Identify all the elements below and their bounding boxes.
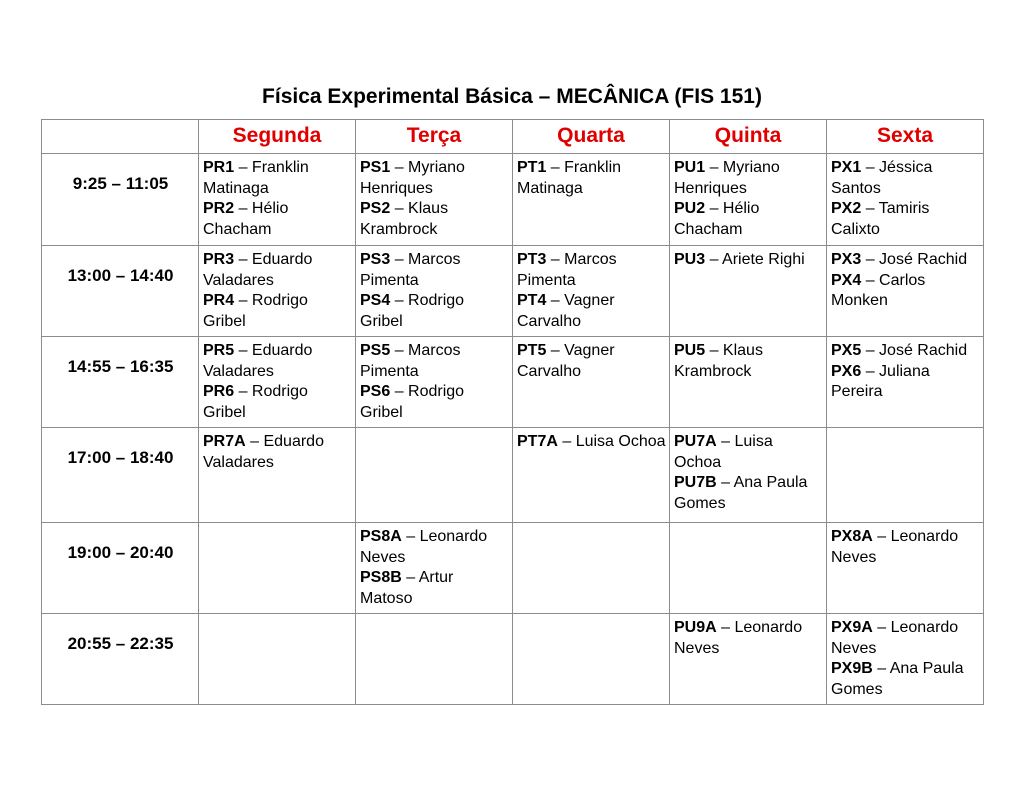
- class-entry: [203, 432, 352, 473]
- schedule-row: [42, 614, 984, 705]
- schedule-row: [42, 246, 984, 337]
- class-code: PX3: [831, 251, 862, 268]
- class-entry: [360, 250, 509, 291]
- class-code: PU9A: [674, 619, 717, 636]
- class-code: PR3: [203, 251, 235, 268]
- time-slot: 20:55 – 22:35: [42, 614, 199, 705]
- class-code: PT5: [517, 342, 547, 359]
- class-entry: [674, 473, 823, 514]
- class-entry: [831, 199, 980, 240]
- class-entry: [831, 341, 980, 362]
- class-code: PS8A: [360, 528, 402, 545]
- class-code: PU5: [674, 342, 706, 359]
- schedule-cell: [199, 428, 356, 523]
- class-code: PT3: [517, 251, 547, 268]
- schedule-row: [42, 428, 984, 523]
- class-entry: [831, 659, 980, 700]
- instructor-name: – Carlos Monken: [831, 271, 926, 310]
- class-code: PS5: [360, 342, 391, 359]
- schedule-cell: [356, 154, 513, 246]
- class-code: PX8A: [831, 528, 873, 545]
- class-code: PU2: [674, 200, 706, 218]
- class-code: PX2: [831, 200, 862, 218]
- class-code: PX4: [831, 271, 862, 289]
- instructor-name: – Leonardo Neves: [831, 528, 959, 566]
- instructor-name: – Rodrigo Gribel: [203, 292, 308, 330]
- class-code: PT1: [517, 159, 547, 176]
- instructor-name: – Hélio Chacham: [203, 200, 289, 238]
- class-entry: [831, 362, 980, 403]
- class-entry: [203, 291, 352, 332]
- class-entry: [203, 250, 352, 291]
- class-entry: [831, 618, 980, 659]
- class-code: PS6: [360, 383, 391, 401]
- corner-cell: [42, 120, 199, 154]
- schedule-row: [42, 154, 984, 246]
- class-code: PU1: [674, 159, 706, 176]
- class-entry: [674, 250, 823, 271]
- instructor-name: – Vagner Carvalho: [517, 292, 615, 330]
- class-entry: [831, 271, 980, 312]
- instructor-name: – Ana Paula Gomes: [831, 660, 964, 698]
- class-entry: [674, 618, 823, 659]
- schedule-cell: [356, 337, 513, 428]
- instructor-name: – Eduardo Valadares: [203, 342, 313, 380]
- schedule-cell: [199, 523, 356, 614]
- class-entry: [360, 199, 509, 240]
- class-entry: [517, 341, 666, 382]
- instructor-name: – Franklin Matinaga: [203, 159, 309, 197]
- instructor-name: – Klaus Krambrock: [360, 200, 449, 238]
- schedule-row: [42, 523, 984, 614]
- schedule-cell: [827, 337, 984, 428]
- class-entry: [360, 568, 509, 609]
- instructor-name: – Rodrigo Gribel: [203, 383, 308, 421]
- schedule-cell: [199, 337, 356, 428]
- schedule-cell: [356, 614, 513, 705]
- instructor-name: – Eduardo Valadares: [203, 251, 313, 289]
- instructor-name: – Klaus Krambrock: [674, 342, 763, 380]
- instructor-name: – Marcos Pimenta: [360, 251, 461, 289]
- time-slot: 13:00 – 14:40: [42, 246, 199, 337]
- schedule-cell: [670, 154, 827, 246]
- header-row: [42, 120, 984, 154]
- schedule-cell: [670, 523, 827, 614]
- time-slot: 19:00 – 20:40: [42, 523, 199, 614]
- day-header: Terça: [356, 120, 513, 154]
- class-entry: [674, 199, 823, 240]
- class-entry: [831, 158, 980, 199]
- class-code: PS1: [360, 159, 391, 176]
- instructor-name: – Myriano Henriques: [674, 159, 780, 197]
- instructor-name: – Leonardo Neves: [831, 619, 959, 657]
- instructor-name: – Ana Paula Gomes: [674, 474, 808, 512]
- class-entry: [360, 527, 509, 568]
- instructor-name: – Jéssica Santos: [831, 159, 933, 197]
- class-entry: [831, 527, 980, 568]
- instructor-name: – Myriano Henriques: [360, 159, 465, 197]
- class-code: PR1: [203, 159, 235, 176]
- instructor-name: – Tamiris Calixto: [831, 200, 930, 238]
- class-entry: [517, 432, 666, 453]
- class-code: PS2: [360, 200, 391, 218]
- class-entry: [517, 250, 666, 291]
- schedule-cell: [827, 246, 984, 337]
- schedule-cell: [827, 523, 984, 614]
- schedule-cell: [356, 246, 513, 337]
- schedule-cell: [827, 614, 984, 705]
- instructor-name: – Marcos Pimenta: [517, 251, 617, 289]
- class-code: PR6: [203, 383, 235, 401]
- schedule-cell: [513, 337, 670, 428]
- schedule-cell: [513, 523, 670, 614]
- class-entry: [203, 382, 352, 423]
- schedule-cell: [356, 428, 513, 523]
- instructor-name: – Leonardo Neves: [360, 528, 488, 566]
- instructor-name: – Luisa Ochoa: [557, 433, 666, 450]
- schedule-cell: [670, 337, 827, 428]
- schedule-cell: [670, 246, 827, 337]
- time-slot: 14:55 – 16:35: [42, 337, 199, 428]
- instructor-name: – José Rachid: [861, 342, 968, 359]
- class-code: PX1: [831, 159, 862, 176]
- schedule-cell: [199, 154, 356, 246]
- schedule-body: [42, 154, 984, 705]
- class-entry: [360, 382, 509, 423]
- schedule-cell: [513, 154, 670, 246]
- class-code: PU7A: [674, 433, 717, 450]
- day-header: Sexta: [827, 120, 984, 154]
- page-title: Física Experimental Básica – MECÂNICA (FIS 151): [262, 85, 762, 108]
- instructor-name: – Franklin Matinaga: [517, 159, 622, 197]
- class-code: PR5: [203, 342, 235, 359]
- class-entry: [360, 158, 509, 199]
- class-code: PT7A: [517, 433, 558, 450]
- class-entry: [360, 291, 509, 332]
- schedule-cell: [670, 614, 827, 705]
- instructor-name: – Leonardo Neves: [674, 619, 803, 657]
- day-header: Quinta: [670, 120, 827, 154]
- instructor-name: – Luisa Ochoa: [674, 433, 773, 471]
- schedule-row: [42, 337, 984, 428]
- class-code: PU3: [674, 251, 706, 268]
- class-code: PX9A: [831, 619, 873, 636]
- time-slot: 9:25 – 11:05: [42, 154, 199, 246]
- class-entry: [674, 341, 823, 382]
- class-entry: [203, 199, 352, 240]
- instructor-name: – Eduardo Valadares: [203, 433, 324, 471]
- schedule-cell: [827, 428, 984, 523]
- schedule-cell: [356, 523, 513, 614]
- class-code: PX6: [831, 362, 862, 380]
- class-code: PR2: [203, 200, 235, 218]
- class-entry: [360, 341, 509, 382]
- schedule-cell: [827, 154, 984, 246]
- class-code: PS4: [360, 292, 391, 310]
- instructor-name: – Marcos Pimenta: [360, 342, 461, 380]
- class-entry: [517, 291, 666, 332]
- instructor-name: – Rodrigo Gribel: [360, 383, 465, 421]
- schedule-cell: [513, 614, 670, 705]
- class-code: PS3: [360, 251, 391, 268]
- class-code: PS8B: [360, 569, 402, 587]
- instructor-name: – Juliana Pereira: [831, 362, 930, 401]
- day-header: Quarta: [513, 120, 670, 154]
- class-code: PX9B: [831, 660, 873, 678]
- class-code: PR7A: [203, 433, 246, 450]
- class-entry: [674, 158, 823, 199]
- time-slot: 17:00 – 18:40: [42, 428, 199, 523]
- schedule-cell: [513, 428, 670, 523]
- instructor-name: – Rodrigo Gribel: [360, 292, 465, 330]
- class-entry: [831, 250, 980, 271]
- class-code: PR4: [203, 292, 235, 310]
- instructor-name: – Artur Matoso: [360, 569, 454, 607]
- schedule-cell: [513, 246, 670, 337]
- class-entry: [517, 158, 666, 199]
- day-header: Segunda: [199, 120, 356, 154]
- schedule-table: [41, 119, 984, 705]
- class-entry: [203, 341, 352, 382]
- class-code: PU7B: [674, 474, 717, 492]
- schedule-cell: [670, 428, 827, 523]
- instructor-name: – Hélio Chacham: [674, 200, 760, 238]
- instructor-name: – Ariete Righi: [705, 251, 805, 268]
- instructor-name: – Vagner Carvalho: [517, 342, 615, 380]
- class-code: PT4: [517, 292, 547, 310]
- schedule-cell: [199, 614, 356, 705]
- class-entry: [674, 432, 823, 473]
- class-code: PX5: [831, 342, 862, 359]
- schedule-cell: [199, 246, 356, 337]
- class-entry: [203, 158, 352, 199]
- instructor-name: – José Rachid: [861, 251, 968, 268]
